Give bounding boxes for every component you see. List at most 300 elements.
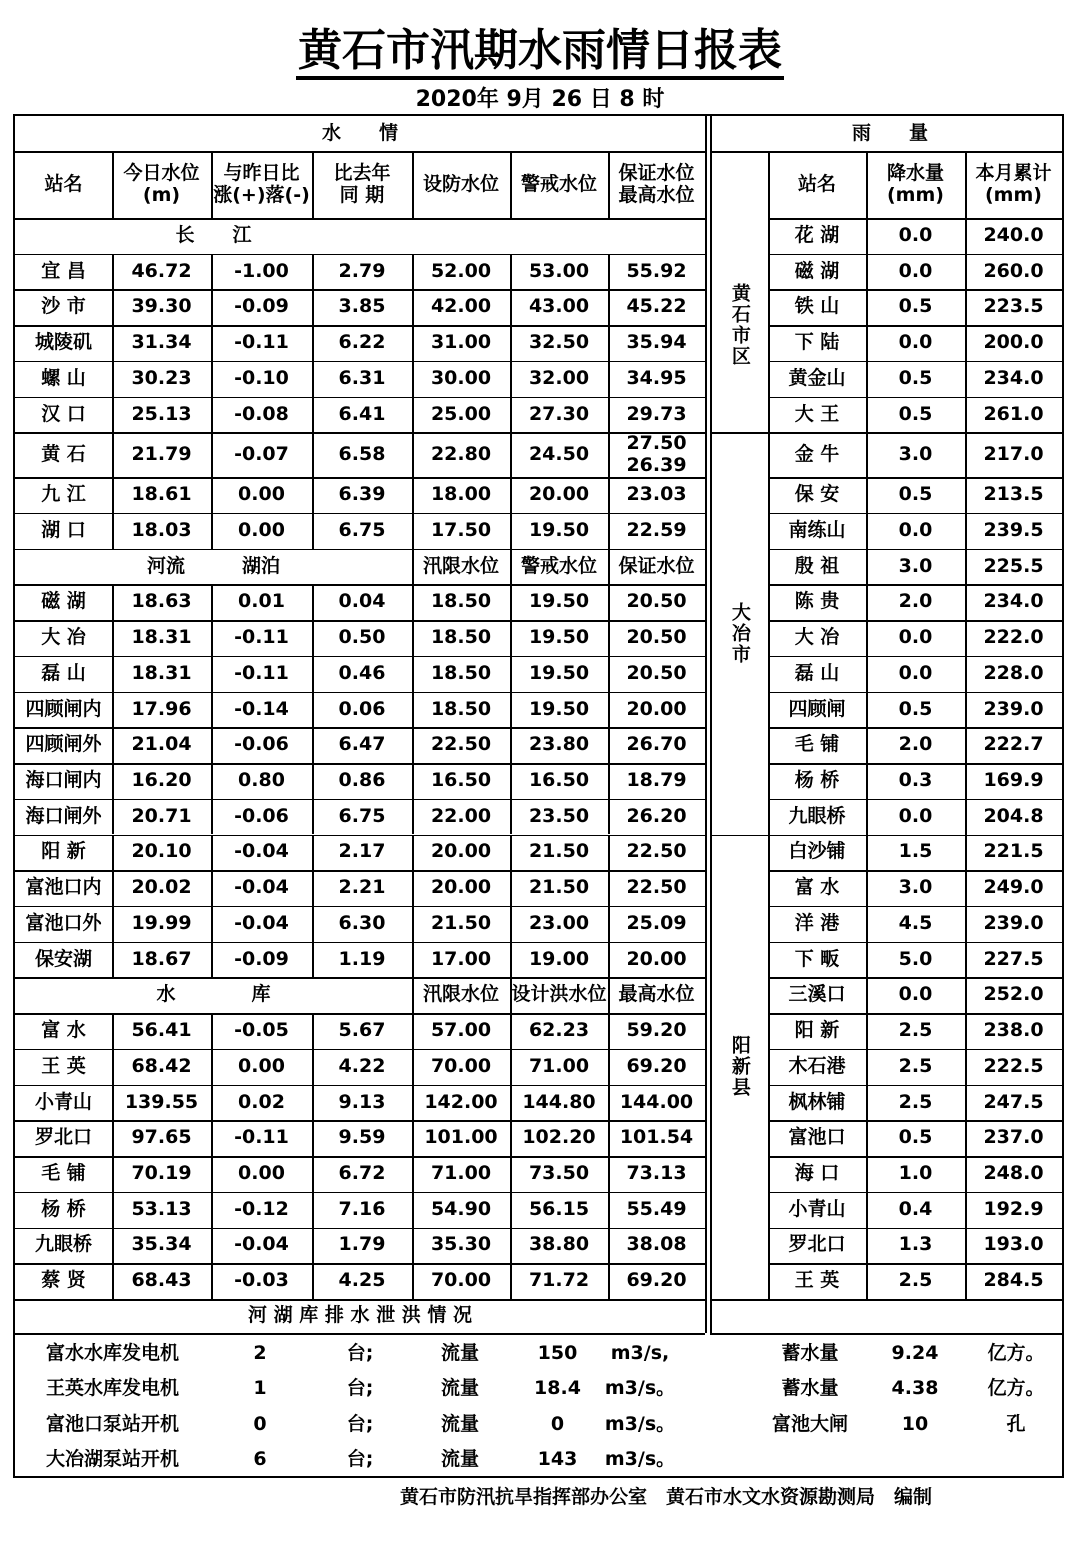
table-separator xyxy=(705,116,707,1333)
rainfall-value: 238.0 xyxy=(983,1019,1044,1042)
column-divider xyxy=(608,656,610,692)
column-divider xyxy=(510,1192,512,1228)
rain-station-name: 九眼桥 xyxy=(788,804,846,827)
rain-station-name: 花 湖 xyxy=(794,223,840,246)
column-divider xyxy=(211,1085,213,1121)
rainfall-value: 0.3 xyxy=(898,768,933,791)
discharge-value: m3/s。 xyxy=(604,1412,676,1435)
rainfall-value: 2.5 xyxy=(898,1269,933,1292)
column-divider xyxy=(510,289,512,325)
column-divider xyxy=(211,1120,213,1156)
column-divider xyxy=(510,151,512,218)
water-level-value: -0.11 xyxy=(234,331,289,354)
water-level-value: 18.67 xyxy=(131,947,192,970)
water-level-value: 25.09 xyxy=(626,911,687,934)
column-divider xyxy=(412,763,414,799)
water-level-value: 31.34 xyxy=(131,331,192,354)
column-divider xyxy=(211,763,213,799)
column-divider xyxy=(211,1049,213,1085)
water-level-value: 19.50 xyxy=(528,661,590,684)
station-name: 阳 新 xyxy=(41,840,86,863)
water-level-value: 101.00 xyxy=(424,1126,498,1149)
station-name: 汉 口 xyxy=(41,402,86,425)
water-col-header: 与昨日比 涨(+)落(-) xyxy=(213,161,310,206)
section-col-header: 设计洪水位 xyxy=(511,983,607,1006)
row-divider xyxy=(768,1299,1062,1301)
discharge-value: 143 xyxy=(537,1448,578,1471)
column-divider xyxy=(510,692,512,728)
discharge-value: m3/s。 xyxy=(604,1377,676,1400)
discharge-value: 0 xyxy=(550,1412,565,1435)
column-divider xyxy=(412,656,414,692)
water-level-value: 56.41 xyxy=(131,1019,192,1042)
station-name: 湖 口 xyxy=(41,518,86,541)
water-level-value: -0.04 xyxy=(234,911,289,934)
column-divider xyxy=(312,835,314,871)
column-divider xyxy=(412,289,414,325)
column-divider xyxy=(608,477,610,513)
station-name: 黄 石 xyxy=(41,442,86,465)
column-divider xyxy=(608,584,610,620)
column-divider xyxy=(412,361,414,397)
water-level-value: 18.50 xyxy=(430,697,492,720)
water-level-value: 20.00 xyxy=(626,697,687,720)
discharge-value xyxy=(740,1443,880,1479)
rain-station-name: 小青山 xyxy=(788,1197,846,1220)
discharge-value: 富池大闸 xyxy=(771,1412,848,1435)
rain-station-name: 金 牛 xyxy=(794,442,840,465)
discharge-value: 150 xyxy=(537,1341,578,1364)
column-divider xyxy=(312,906,314,942)
water-level-value: 38.08 xyxy=(626,1233,687,1256)
section-col-header: 警戒水位 xyxy=(520,554,597,577)
rainfall-value: 0.0 xyxy=(898,661,933,684)
rainfall-value: 234.0 xyxy=(983,366,1044,389)
column-divider xyxy=(211,656,213,692)
rainfall-value: 260.0 xyxy=(983,259,1044,282)
water-level-value: 0.50 xyxy=(338,626,386,649)
rainfall-value: 0.5 xyxy=(898,295,933,318)
column-divider xyxy=(412,870,414,906)
rainfall-value: 200.0 xyxy=(983,331,1044,354)
column-divider xyxy=(112,1263,114,1299)
column-divider xyxy=(608,763,610,799)
water-level-value: 139.55 xyxy=(124,1090,199,1113)
column-divider xyxy=(112,727,114,763)
rainfall-value: 240.0 xyxy=(983,223,1044,246)
column-divider xyxy=(112,361,114,397)
column-divider xyxy=(312,656,314,692)
rainfall-value: 239.0 xyxy=(983,911,1044,934)
water-level-value: 30.00 xyxy=(430,366,492,389)
station-name: 保安湖 xyxy=(34,947,92,970)
water-level-value: 6.47 xyxy=(338,733,386,756)
column-divider xyxy=(510,1156,512,1192)
column-divider xyxy=(112,477,114,513)
column-divider xyxy=(211,1228,213,1264)
water-level-value: 6.39 xyxy=(338,483,386,506)
column-divider xyxy=(608,289,610,325)
water-level-value: 18.03 xyxy=(131,518,192,541)
rain-station-name: 白沙铺 xyxy=(788,840,846,863)
rainfall-value: 0.0 xyxy=(898,983,933,1006)
rain-station-name: 铁 山 xyxy=(794,295,840,318)
rain-col-header: 站名 xyxy=(797,172,836,195)
water-level-value: 73.13 xyxy=(626,1162,687,1184)
rainfall-value: 1.0 xyxy=(898,1162,933,1184)
rain-station-name: 下 畈 xyxy=(794,947,840,970)
station-name: 富 水 xyxy=(41,1019,86,1042)
rain-station-name: 王 英 xyxy=(794,1269,840,1292)
rainfall-value: 248.0 xyxy=(983,1162,1044,1184)
column-divider xyxy=(211,870,213,906)
water-level-value: 22.80 xyxy=(430,442,492,465)
column-divider xyxy=(312,763,314,799)
water-level-value: 26.70 xyxy=(626,733,687,756)
column-divider xyxy=(211,151,213,218)
water-level-value: -0.11 xyxy=(234,661,289,684)
section-col-header: 保证水位 xyxy=(618,554,695,577)
water-level-value: 21.50 xyxy=(430,911,492,934)
column-divider xyxy=(608,799,610,835)
column-divider xyxy=(211,835,213,871)
water-level-value: 71.00 xyxy=(528,1054,590,1077)
water-level-value: 42.00 xyxy=(430,295,492,318)
column-divider xyxy=(112,1120,114,1156)
column-divider xyxy=(608,1120,610,1156)
water-level-value: -0.05 xyxy=(234,1019,289,1042)
water-level-value: 18.61 xyxy=(131,483,192,506)
rain-station-name: 殷 祖 xyxy=(794,554,840,577)
water-level-value: 0.04 xyxy=(338,590,386,613)
water-level-value: 35.94 xyxy=(626,331,687,354)
discharge-value: 10 xyxy=(901,1412,929,1435)
station-name: 蔡 贤 xyxy=(41,1269,86,1292)
column-divider xyxy=(112,397,114,433)
column-divider xyxy=(608,549,610,585)
water-level-value: 25.00 xyxy=(430,402,492,425)
water-level-value: 0.80 xyxy=(238,768,285,791)
column-divider xyxy=(412,584,414,620)
water-level-value: -0.06 xyxy=(234,733,289,756)
column-divider xyxy=(412,1192,414,1228)
water-level-value: 20.50 xyxy=(626,661,687,684)
column-divider xyxy=(112,763,114,799)
column-divider xyxy=(211,325,213,361)
water-level-value: 102.20 xyxy=(522,1126,596,1149)
water-level-value: -0.03 xyxy=(234,1269,289,1292)
column-divider xyxy=(608,397,610,433)
column-divider xyxy=(312,942,314,978)
station-name: 九眼桥 xyxy=(34,1233,92,1256)
column-divider xyxy=(510,835,512,871)
rainfall-value: 2.5 xyxy=(898,1054,933,1077)
rainfall-value: 3.0 xyxy=(898,442,933,465)
water-level-value: 18.00 xyxy=(430,483,492,506)
water-level-value: 22.50 xyxy=(626,840,687,863)
rainfall-value: 3.0 xyxy=(898,554,933,577)
water-level-value: 57.00 xyxy=(430,1019,492,1042)
rainfall-value: 217.0 xyxy=(983,442,1044,465)
water-level-value: 73.50 xyxy=(528,1162,590,1184)
column-divider xyxy=(112,584,114,620)
water-level-value: 0.02 xyxy=(238,1090,285,1113)
rainfall-value: 192.9 xyxy=(983,1197,1044,1220)
column-divider xyxy=(211,1263,213,1299)
rainfall-value: 0.0 xyxy=(898,223,933,246)
column-divider xyxy=(608,727,610,763)
water-level-value: 55.92 xyxy=(626,259,687,282)
column-divider xyxy=(211,361,213,397)
water-level-value: -0.12 xyxy=(234,1197,289,1220)
column-divider xyxy=(211,1156,213,1192)
water-level-value: 6.72 xyxy=(338,1162,386,1184)
discharge-divider xyxy=(710,1333,1062,1335)
discharge-value: 孔 xyxy=(1006,1412,1026,1435)
section-title: 河流 湖泊 xyxy=(146,554,280,577)
column-divider xyxy=(608,835,610,871)
rainfall-value: 237.0 xyxy=(983,1126,1044,1149)
water-level-value: 6.41 xyxy=(338,402,386,425)
column-divider xyxy=(608,1192,610,1228)
column-divider xyxy=(112,692,114,728)
column-divider xyxy=(112,835,114,871)
column-divider xyxy=(510,727,512,763)
column-divider xyxy=(510,1263,512,1299)
column-divider xyxy=(608,151,610,218)
discharge-value: 2 xyxy=(253,1341,267,1364)
column-divider xyxy=(510,870,512,906)
rain-col-header: 本月累计 (mm) xyxy=(975,161,1052,206)
discharge-value: 台; xyxy=(346,1377,374,1400)
rain-col-header: 降水量 (mm) xyxy=(886,161,944,206)
column-divider xyxy=(510,799,512,835)
rain-station-name: 下 陆 xyxy=(794,331,840,354)
rainfall-value: 0.4 xyxy=(898,1197,933,1220)
column-divider xyxy=(412,835,414,871)
column-divider xyxy=(312,1013,314,1049)
column-divider xyxy=(510,763,512,799)
water-level-value: 18.50 xyxy=(430,661,492,684)
station-name: 大 冶 xyxy=(41,626,86,649)
column-divider xyxy=(510,620,512,656)
water-level-value: 19.50 xyxy=(528,518,590,541)
column-divider xyxy=(312,1085,314,1121)
rainfall-value: 0.0 xyxy=(898,331,933,354)
compiler-footer: 黄石市防汛抗旱指挥部办公室 黄石市水文水资源勘测局 编制 xyxy=(400,1486,933,1508)
rainfall-value: 0.5 xyxy=(898,697,933,720)
column-divider xyxy=(412,1013,414,1049)
discharge-section-title: 河 湖 库 排 水 泄 洪 情 况 xyxy=(248,1304,472,1327)
column-divider xyxy=(312,513,314,549)
water-level-value: -1.00 xyxy=(234,259,289,282)
rainfall-value: 227.5 xyxy=(983,947,1044,970)
water-level-value: 4.22 xyxy=(338,1054,386,1077)
column-divider xyxy=(510,1013,512,1049)
water-level-value: -0.06 xyxy=(234,804,289,827)
column-divider xyxy=(112,432,114,477)
discharge-facility: 大冶湖泵站开机 xyxy=(45,1448,179,1471)
station-name: 毛 铺 xyxy=(41,1162,86,1184)
column-divider xyxy=(112,289,114,325)
water-level-value: 24.50 xyxy=(528,442,590,465)
rain-station-name: 罗北口 xyxy=(788,1233,846,1256)
section-col-header: 最高水位 xyxy=(618,983,695,1006)
column-divider xyxy=(866,151,868,1299)
water-level-value: 46.72 xyxy=(131,259,192,282)
station-name: 宜 昌 xyxy=(41,259,86,282)
water-level-value: 62.23 xyxy=(528,1019,590,1042)
column-divider xyxy=(608,1263,610,1299)
rainfall-value: 213.5 xyxy=(983,483,1044,506)
discharge-value: m3/s, xyxy=(610,1341,670,1364)
water-level-value: 70.00 xyxy=(430,1054,492,1077)
rain-station-name: 杨 桥 xyxy=(794,768,840,791)
column-divider xyxy=(510,1085,512,1121)
rainfall-value: 169.9 xyxy=(983,768,1044,791)
column-divider xyxy=(211,942,213,978)
water-level-value: 2.21 xyxy=(338,876,386,899)
rainfall-value: 204.8 xyxy=(983,804,1044,827)
column-divider xyxy=(510,325,512,361)
header-divider xyxy=(15,151,705,153)
rainfall-value: 2.5 xyxy=(898,1090,933,1113)
column-divider xyxy=(608,254,610,290)
rainfall-value: 5.0 xyxy=(898,947,933,970)
column-divider xyxy=(412,254,414,290)
report-table xyxy=(13,114,1064,1478)
column-divider xyxy=(510,361,512,397)
water-level-value: -0.04 xyxy=(234,840,289,863)
water-level-value: 18.31 xyxy=(131,626,192,649)
column-divider xyxy=(112,656,114,692)
column-divider xyxy=(312,620,314,656)
rainfall-value: 0.5 xyxy=(898,1126,933,1149)
water-level-value: 5.67 xyxy=(338,1019,386,1042)
water-level-value: 6.58 xyxy=(338,442,386,465)
rainfall-value: 222.0 xyxy=(983,626,1044,649)
discharge-facility: 富池口泵站开机 xyxy=(45,1412,179,1435)
column-divider xyxy=(412,549,414,585)
column-divider xyxy=(608,325,610,361)
water-level-value: 25.13 xyxy=(131,402,192,425)
discharge-value: 蓄水量 xyxy=(781,1341,839,1364)
water-level-value: -0.10 xyxy=(234,366,289,389)
column-divider xyxy=(211,1013,213,1049)
rain-station-name: 保 安 xyxy=(794,483,840,506)
column-divider xyxy=(412,432,414,477)
region-col-header xyxy=(710,151,768,218)
rain-station-name: 海 口 xyxy=(794,1162,840,1184)
column-divider xyxy=(412,799,414,835)
column-divider xyxy=(608,1228,610,1264)
water-level-value: 21.79 xyxy=(131,442,192,465)
water-level-value: 0.46 xyxy=(338,661,386,684)
water-level-value: 9.13 xyxy=(338,1090,386,1113)
rainfall-value: 1.3 xyxy=(898,1233,933,1256)
water-level-value: 6.75 xyxy=(338,804,386,827)
water-level-value: 55.49 xyxy=(626,1197,687,1220)
discharge-facility: 富水水库发电机 xyxy=(45,1341,179,1364)
column-divider xyxy=(312,151,314,218)
water-level-value: 6.75 xyxy=(338,518,386,541)
rain-station-name: 磊 山 xyxy=(794,661,840,684)
water-level-value: 17.50 xyxy=(430,518,492,541)
water-level-value: 21.50 xyxy=(528,876,590,899)
water-level-value: 0.00 xyxy=(238,1162,285,1184)
water-level-value: 6.31 xyxy=(338,366,386,389)
column-divider xyxy=(112,870,114,906)
column-divider xyxy=(112,325,114,361)
column-divider xyxy=(608,361,610,397)
section-col-header: 汛限水位 xyxy=(422,554,499,577)
water-level-value: 4.25 xyxy=(338,1269,386,1292)
water-level-value: 71.72 xyxy=(528,1269,590,1292)
water-level-value: 56.15 xyxy=(528,1197,590,1220)
discharge-value: 9.24 xyxy=(891,1341,939,1364)
water-level-value: 1.79 xyxy=(338,1233,386,1256)
water-level-value: -0.09 xyxy=(234,295,289,318)
rainfall-value: 239.5 xyxy=(983,518,1044,541)
column-divider xyxy=(608,1085,610,1121)
water-level-value: 20.10 xyxy=(131,840,192,863)
discharge-divider xyxy=(15,1333,705,1335)
water-level-value: 20.02 xyxy=(131,876,192,899)
column-divider xyxy=(112,1013,114,1049)
station-name: 磊 山 xyxy=(41,661,86,684)
water-level-value: 20.00 xyxy=(528,483,590,506)
water-level-value: 23.03 xyxy=(626,483,687,506)
water-level-value: -0.04 xyxy=(234,876,289,899)
water-level-value: -0.04 xyxy=(234,1233,289,1256)
column-divider xyxy=(965,151,967,1299)
station-name: 四顾闸外 xyxy=(25,733,102,756)
discharge-value: 4.38 xyxy=(891,1377,939,1400)
water-level-value: 29.73 xyxy=(626,402,687,425)
water-level-value: 21.04 xyxy=(131,733,192,756)
rain-station-name: 毛 铺 xyxy=(794,733,840,756)
water-level-value: 68.42 xyxy=(131,1054,192,1077)
column-divider xyxy=(211,692,213,728)
water-level-value: 20.50 xyxy=(626,626,687,649)
column-divider xyxy=(608,1156,610,1192)
water-level-value: 6.22 xyxy=(338,331,386,354)
station-name: 杨 桥 xyxy=(41,1197,86,1220)
rain-station-name: 黄金山 xyxy=(788,366,846,389)
water-level-value: 1.19 xyxy=(338,947,386,970)
water-level-value: 70.00 xyxy=(430,1269,492,1292)
station-name: 海口闸内 xyxy=(25,768,102,791)
water-col-header: 设防水位 xyxy=(422,172,499,195)
water-level-value: 59.20 xyxy=(626,1019,687,1042)
water-level-value: 19.50 xyxy=(528,626,590,649)
column-divider xyxy=(211,1192,213,1228)
water-level-value: 69.20 xyxy=(626,1269,687,1292)
water-level-value: 35.34 xyxy=(131,1233,192,1256)
rainfall-value: 0.5 xyxy=(898,483,933,506)
water-level-value: 22.50 xyxy=(626,876,687,899)
water-level-value: 53.13 xyxy=(131,1197,192,1220)
water-level-value: 39.30 xyxy=(131,295,192,318)
water-level-value: 19.00 xyxy=(528,947,590,970)
water-level-value: 69.20 xyxy=(626,1054,687,1077)
water-level-value: 54.90 xyxy=(430,1197,492,1220)
column-divider xyxy=(608,870,610,906)
water-col-header: 今日水位 (m) xyxy=(123,161,200,206)
discharge-value: m3/s。 xyxy=(604,1448,676,1471)
column-divider xyxy=(412,1120,414,1156)
station-name: 螺 山 xyxy=(41,366,86,389)
